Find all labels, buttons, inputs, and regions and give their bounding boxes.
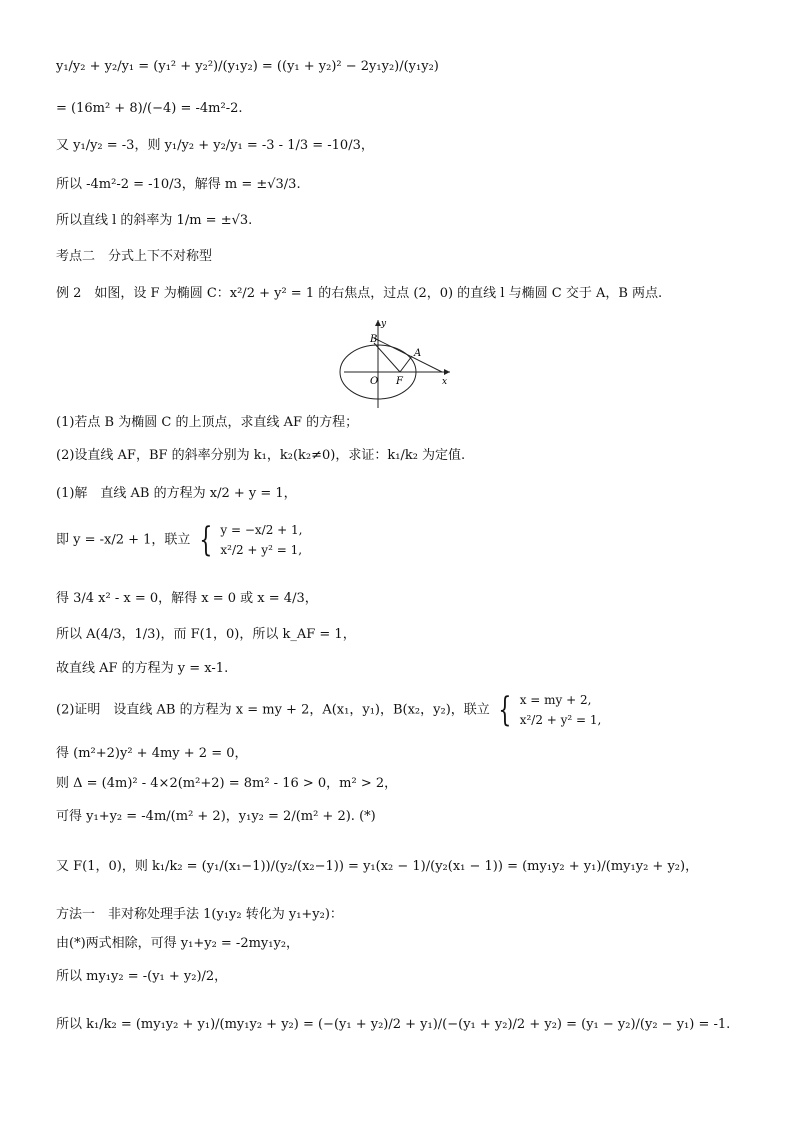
- proof-2-system-lead: (2)证明 设直线 AB 的方程为 x = my + 2，A(x₁，y₁)，B(x₂，y₂)，联立: [56, 702, 490, 718]
- solution-1-system: [56, 520, 302, 560]
- label-y: y: [381, 319, 387, 329]
- label-o: O: [370, 376, 379, 387]
- eq-line-1: y₁/y₂ + y₂/y₁ = (y₁² + y₂²)/(y₁y₂) = ((y₁ + y₂)² − 2y₁y₂)/(y₁y₂): [56, 59, 439, 74]
- proof-2-system: [56, 690, 601, 730]
- system-2-eq-b: x²/2 + y² = 1,: [519, 713, 602, 727]
- label-b: B: [370, 334, 378, 345]
- solution-1-line-1: (1)解 直线 AB 的方程为 x/2 + y = 1，: [56, 486, 297, 501]
- proof-2-line-4: 可得 y₁+y₂ = -4m/(m² + 2)，y₁y₂ = 2/(m² + 2). (*): [56, 809, 376, 824]
- method-one-line-2: 所以 my₁y₂ = -(y₁ + y₂)/2，: [56, 969, 228, 984]
- label-x: x: [442, 377, 448, 387]
- method-one-line-3: 所以 k₁/k₂ = (my₁y₂ + y₁)/(my₁y₂ + y₂) = (−(y₁ + y₂)/2 + y₁)/(−(y₁ + y₂)/2 + y₂) = (y₁ − y₂)/(y₂ − y₁) = -1.: [56, 1017, 731, 1032]
- eq-line-5: 所以直线 l 的斜率为 1/m = ±√3.: [56, 213, 253, 228]
- system-2-eq-a: x = my + 2,: [519, 693, 592, 707]
- system-1-eq-b: x²/2 + y² = 1,: [220, 543, 303, 557]
- eq-line-3: 又 y₁/y₂ = -3，则 y₁/y₂ + y₂/y₁ = -3 - 1/3 = -10/3，: [56, 138, 374, 153]
- proof-2-line-3: 则 Δ = (4m)² - 4×2(m²+2) = 8m² - 16 > 0，m² > 2，: [56, 776, 398, 791]
- system-1-equations: [220, 520, 302, 560]
- system-brace-1: {: [198, 520, 212, 560]
- system-1-eq-a: y = −x/2 + 1,: [220, 523, 303, 537]
- proof-2-line-2: 得 (m²+2)y² + 4my + 2 = 0，: [56, 746, 248, 761]
- segment-af: [400, 356, 412, 372]
- solution-1-line-5: 故直线 AF 的方程为 y = x-1.: [56, 661, 229, 676]
- solution-1-line-3: 得 3/4 x² - x = 0，解得 x = 0 或 x = 4/3，: [56, 591, 318, 606]
- proof-2-line-5: 又 F(1，0)，则 k₁/k₂ = (y₁/(x₁−1))/(y₂/(x₂−1)) = y₁(x₂ − 1)/(y₂(x₁ − 1)) = (my₁y₂ + y₁)/(my₁y₂ + y₂)，: [56, 859, 699, 874]
- section-heading: 考点二 分式上下不对称型: [56, 249, 213, 264]
- eq-line-4: 所以 -4m²-2 = -10/3，解得 m = ±√3/3.: [56, 177, 301, 192]
- question-1: (1)若点 B 为椭圆 C 的上顶点，求直线 AF 的方程；: [56, 415, 359, 430]
- system-brace-2: {: [498, 690, 512, 730]
- label-f: F: [396, 376, 403, 387]
- eq-line-2: = (16m² + 8)/(−4) = -4m²-2.: [56, 101, 243, 116]
- method-one-heading: 方法一 非对称处理手法 1(y₁y₂ 转化为 y₁+y₂)：: [56, 907, 343, 922]
- ellipse-figure: [338, 316, 456, 412]
- x-axis-arrow: [444, 369, 450, 375]
- solution-1-line-4: 所以 A(4/3，1/3)，而 F(1，0)，所以 k_AF = 1，: [56, 627, 356, 642]
- example-statement: 例 2 如图，设 F 为椭圆 C：x²/2 + y² = 1 的右焦点，过点 (2，0) 的直线 l 与椭圆 C 交于 A，B 两点.: [56, 286, 663, 301]
- solution-1-system-lead: 即 y = -x/2 + 1，联立: [56, 532, 191, 548]
- question-2: (2)设直线 AF，BF 的斜率分别为 k₁，k₂(k₂≠0)，求证：k₁/k₂ 为定值.: [56, 448, 466, 463]
- label-a: A: [414, 348, 422, 359]
- system-2-equations: [520, 690, 602, 730]
- method-one-line-1: 由(*)两式相除，可得 y₁+y₂ = -2my₁y₂，: [56, 936, 300, 951]
